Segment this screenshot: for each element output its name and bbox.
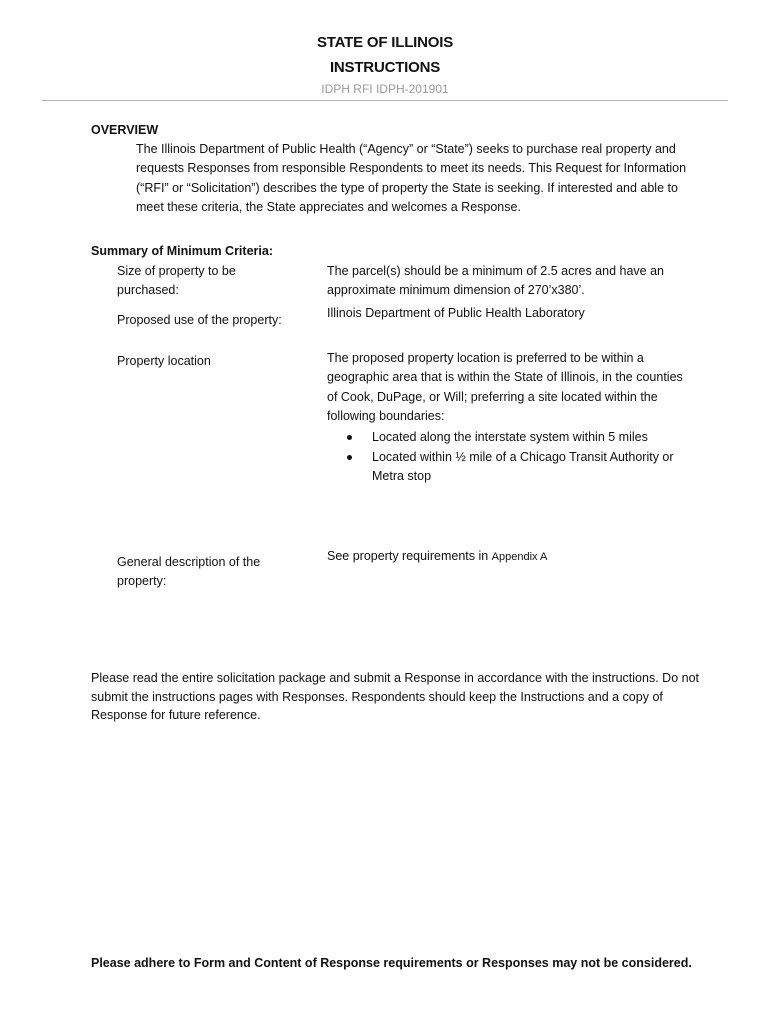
bullet-text: Located within ½ mile of a Chicago Transit Authority or Metra stop (372, 450, 674, 483)
bullet-icon (347, 435, 352, 440)
appendix-reference: Appendix A (491, 551, 548, 563)
list-item (345, 428, 695, 447)
document-subtitle: INSTRUCTIONS (329, 59, 441, 76)
summary-heading: Summary of Minimum Criteria: (91, 244, 273, 258)
instructions-notice: Please read the entire solicitation package and submit a Response in accordance with the instructions. Do not submit the instructions pages with Responses. Respondents should keep the Instructions and a copy of Response for future reference. (91, 671, 699, 722)
footer-warning: Please adhere to Form and Content of Response requirements or Responses may not be considered. (91, 956, 692, 970)
overview-heading: OVERVIEW (91, 123, 159, 137)
header-divider (42, 100, 728, 101)
criteria-label-general: General description of the property: (117, 555, 261, 588)
criteria-label-size: Size of property to be purchased: (117, 264, 236, 297)
overview-paragraph: The Illinois Department of Public Health (“Agency” or “State”) seeks to purchase real property and requests Responses from responsible Respondents to meet its needs. This Request for Information (“RFI” or “Solicitation”) describes the type of property the State is seeking. If interested and able to meet these criteria, the State appreciates and welcomes a Response. (136, 142, 687, 214)
bullet-text: Located along the interstate system within 5 miles (372, 430, 648, 444)
document-title: STATE OF ILLINOIS (316, 34, 454, 51)
criteria-value-general (327, 547, 687, 567)
reference-number: IDPH RFI IDPH-201901 (321, 82, 449, 96)
criteria-value-size: The parcel(s) should be a minimum of 2.5 acres and have an approximate minimum dimension of 270’x380’. (327, 264, 664, 298)
bullet-icon (347, 455, 352, 460)
criteria-value-location: The proposed property location is preferred to be within a geographic area that is within the State of Illinois, in the counties of Cook, DuPage, or Will; preferring a site located within the following boundaries: (327, 351, 683, 423)
criteria-label-location: Property location (117, 354, 211, 368)
general-description-text: See property requirements in (327, 549, 492, 563)
list-item (345, 448, 695, 486)
criteria-value-use: Illinois Department of Public Health Laboratory (327, 306, 585, 320)
criteria-label-use: Proposed use of the property: (117, 313, 282, 327)
location-bullet-list (345, 428, 695, 487)
